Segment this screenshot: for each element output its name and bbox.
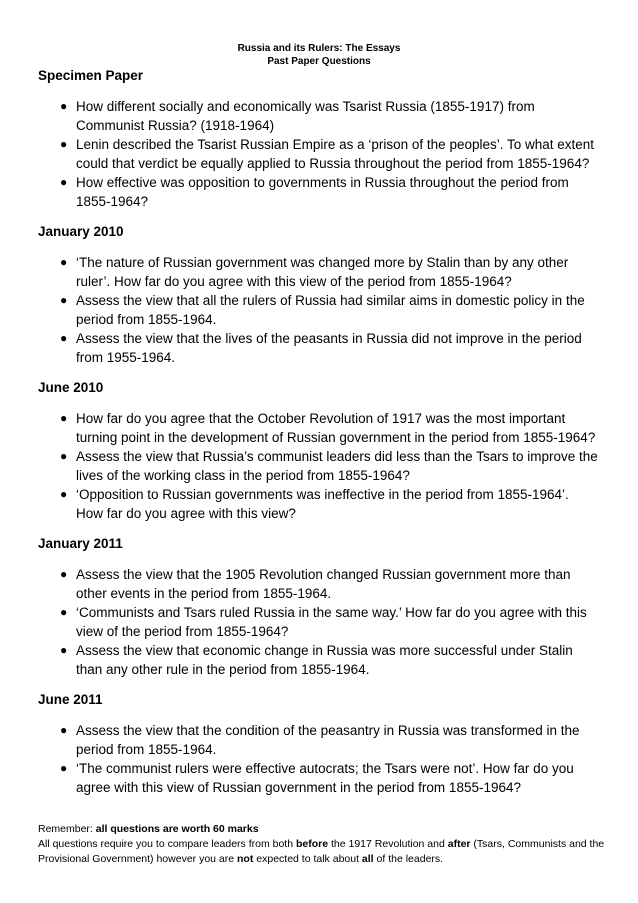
question-item [38,565,598,603]
bullet-icon: ● [60,175,68,189]
footer-text: All questions require you to compare leaders from both [38,838,296,850]
footer-emphasis: before [295,838,329,850]
bullet-icon: ● [60,761,68,775]
footer-emphasis: after [447,838,471,850]
question-item [38,173,598,211]
footer-text: the 1917 Revolution and [328,838,448,850]
question-text: Assess the view that economic change in Russia was more successful under Stalin than any other rule in the period from 1855-1964. [76,643,573,677]
bullet-icon: ● [60,255,68,269]
question-item [38,721,598,759]
footer-instructions [38,837,608,867]
section-heading: January 2011 [38,536,123,551]
question-item [38,291,598,329]
footer-reminder-marks: all questions are worth 60 marks [95,823,259,835]
document-header [0,42,638,68]
document-subtitle: Past Paper Questions [267,56,371,67]
question-text: How effective was opposition to governments in Russia throughout the period from 1855-1964? [76,175,569,209]
bullet-icon: ● [60,331,68,345]
bullet-icon: ● [60,487,68,501]
footer-text: of the leaders. [373,853,444,865]
question-text: How different socially and economically was Tsarist Russia (1855-1917) from Communist Russia? (1918-1964) [76,99,535,133]
question-list [38,721,598,797]
question-item [38,603,598,641]
question-text: Assess the view that Russia’s communist leaders did less than the Tsars to improve the lives of the working class in the period from 1855-1964? [76,449,598,483]
question-list [38,409,598,523]
bullet-icon: ● [60,605,68,619]
question-item [38,97,598,135]
question-text: How far do you agree that the October Revolution of 1917 was the most important turning point in the development of Russian government in the period from 1855-1964? [76,411,596,445]
question-item [38,447,598,485]
question-item [38,329,598,367]
bullet-icon: ● [60,723,68,737]
footer-note [38,822,608,867]
question-item [38,135,598,173]
question-item [38,759,598,797]
bullet-icon: ● [60,449,68,463]
footer-text: (Tsars, Communists and the Provisional Government) however you are [38,838,605,865]
question-text: ‘The nature of Russian government was changed more by Stalin than by any other ruler’. How far do you agree with this view of the period from 1855-1964? [76,255,569,289]
bullet-icon: ● [60,411,68,425]
question-list [38,253,598,367]
question-text: ‘Communists and Tsars ruled Russia in the same way.’ How far do you agree with this view of the period from 1855-1964? [76,605,587,639]
footer-emphasis: all [361,853,374,865]
question-text: Assess the view that the lives of the peasants in Russia did not improve in the period from 1955-1964. [76,331,582,365]
question-sections [38,67,598,809]
question-list [38,97,598,211]
question-text: Assess the view that the condition of the peasantry in Russia was transformed in the period from 1855-1964. [76,723,580,757]
bullet-icon: ● [60,137,68,151]
question-item [38,409,598,447]
question-list [38,565,598,679]
bullet-icon: ● [60,643,68,657]
question-text: Lenin described the Tsarist Russian Empire as a ‘prison of the peoples’. To what extent could that verdict be equally applied to Russia throughout the period from 1855-1964? [76,137,595,171]
question-item [38,641,598,679]
bullet-icon: ● [60,567,68,581]
footer-emphasis: not [237,853,254,865]
question-item [38,485,598,523]
section-heading: January 2010 [38,224,124,239]
bullet-icon: ● [60,99,68,113]
document-title: Russia and its Rulers: The Essays [237,43,401,54]
question-item [38,253,598,291]
question-text: ‘Opposition to Russian governments was ineffective in the period from 1855-1964’. How far do you agree with this view? [76,487,569,521]
question-text: Assess the view that all the rulers of Russia had similar aims in domestic policy in the period from 1855-1964. [76,293,585,327]
footer-reminder-prefix: Remember: [38,823,96,835]
question-text: ‘The communist rulers were effective autocrats; the Tsars were not’. How far do you agree with this view of Russian government in the period from 1855-1964? [76,761,574,795]
footer-reminder [38,822,608,837]
footer-text: expected to talk about [253,853,362,865]
bullet-icon: ● [60,293,68,307]
question-text: Assess the view that the 1905 Revolution changed Russian government more than other events in the period from 1855-1964. [76,567,571,601]
section-heading: June 2011 [38,692,103,707]
section-heading: Specimen Paper [38,68,144,83]
section-heading: June 2010 [38,380,104,395]
